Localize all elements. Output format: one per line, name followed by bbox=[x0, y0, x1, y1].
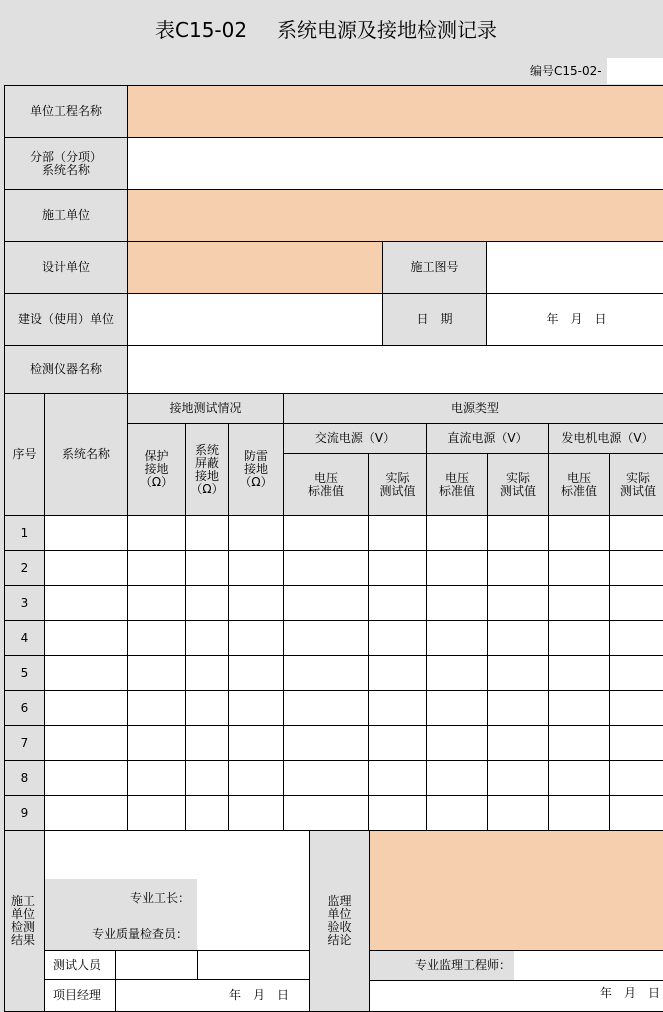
gen-voltage-std-l2: 标准值 bbox=[560, 483, 597, 498]
tester-field[interactable] bbox=[115, 950, 198, 980]
row-seq: 9 bbox=[4, 795, 45, 831]
row-dc-voltage-std[interactable] bbox=[426, 795, 488, 831]
row-ac-actual[interactable] bbox=[368, 550, 427, 586]
subsystem-label bbox=[4, 137, 128, 190]
supervisor-result-l3: 验收 bbox=[327, 920, 352, 934]
owner-label: 建设（使用）单位 bbox=[4, 293, 128, 346]
row-gen-actual[interactable] bbox=[609, 585, 663, 621]
shield-ground-header bbox=[185, 423, 229, 516]
row-gen-voltage-std[interactable] bbox=[548, 795, 610, 831]
pm-date[interactable]: 年 月 日 bbox=[115, 979, 310, 1012]
lightning-ground-l3: （Ω） bbox=[239, 475, 273, 489]
seq-header: 序号 bbox=[4, 393, 45, 516]
row-dc-actual[interactable] bbox=[487, 760, 549, 796]
ac-voltage-std bbox=[283, 453, 369, 516]
row-gen-actual[interactable] bbox=[609, 760, 663, 796]
row-gen-actual[interactable] bbox=[609, 655, 663, 691]
form-code: 表C15-02 bbox=[155, 18, 248, 42]
row-protective-ground[interactable] bbox=[127, 760, 186, 796]
row-system-name[interactable] bbox=[44, 725, 128, 761]
row-shield-ground[interactable] bbox=[185, 760, 229, 796]
row-gen-actual[interactable] bbox=[609, 515, 663, 551]
row-shield-ground[interactable] bbox=[185, 725, 229, 761]
row-ac-actual[interactable] bbox=[368, 760, 427, 796]
row-dc-actual[interactable] bbox=[487, 585, 549, 621]
row-ac-voltage-std[interactable] bbox=[283, 585, 369, 621]
dc-actual-test-l2: 测试值 bbox=[499, 483, 536, 498]
row-system-name[interactable] bbox=[44, 760, 128, 796]
row-ac-actual[interactable] bbox=[368, 725, 427, 761]
row-seq: 5 bbox=[4, 655, 45, 691]
project-name-label: 单位工程名称 bbox=[4, 85, 128, 138]
row-protective-ground[interactable] bbox=[127, 620, 186, 656]
contractor-result-l4: 结果 bbox=[11, 933, 36, 947]
pm-label: 项目经理 bbox=[44, 979, 116, 1012]
lightning-ground-l1: 防雷 bbox=[243, 449, 268, 463]
designer-label: 设计单位 bbox=[4, 241, 128, 294]
row-ac-actual[interactable] bbox=[368, 515, 427, 551]
gen-voltage-std bbox=[548, 453, 610, 516]
row-shield-ground[interactable] bbox=[185, 690, 229, 726]
ac-actual-test-l1: 实际 bbox=[385, 470, 410, 485]
row-gen-actual[interactable] bbox=[609, 690, 663, 726]
row-gen-actual[interactable] bbox=[609, 725, 663, 761]
row-gen-voltage-std[interactable] bbox=[548, 620, 610, 656]
row-lightning-ground[interactable] bbox=[228, 620, 284, 656]
row-gen-voltage-std[interactable] bbox=[548, 725, 610, 761]
row-lightning-ground[interactable] bbox=[228, 690, 284, 726]
doc-number-field[interactable] bbox=[607, 58, 663, 84]
row-shield-ground[interactable] bbox=[185, 550, 229, 586]
row-lightning-ground[interactable] bbox=[228, 585, 284, 621]
supervisor-date[interactable] bbox=[369, 980, 663, 1012]
shield-ground-l3: 接地 bbox=[194, 468, 219, 483]
protective-ground-l1: 保护 bbox=[144, 449, 169, 463]
row-ac-actual[interactable] bbox=[368, 655, 427, 691]
contractor-result-label bbox=[4, 830, 45, 1012]
row-dc-voltage-std[interactable] bbox=[426, 760, 488, 796]
supervisor-engineer-field[interactable] bbox=[514, 950, 663, 981]
designer-field[interactable] bbox=[127, 241, 383, 294]
row-lightning-ground[interactable] bbox=[228, 655, 284, 691]
row-shield-ground[interactable] bbox=[185, 515, 229, 551]
row-seq: 2 bbox=[4, 550, 45, 586]
shield-ground-l2: 屏蔽 bbox=[194, 455, 219, 470]
supervisor-result-l4: 结论 bbox=[327, 933, 352, 947]
row-dc-actual[interactable] bbox=[487, 795, 549, 831]
row-dc-actual[interactable] bbox=[487, 550, 549, 586]
system-name-header: 系统名称 bbox=[44, 393, 128, 516]
row-protective-ground[interactable] bbox=[127, 515, 186, 551]
row-protective-ground[interactable] bbox=[127, 795, 186, 831]
row-ac-actual[interactable] bbox=[368, 690, 427, 726]
row-shield-ground[interactable] bbox=[185, 585, 229, 621]
row-protective-ground[interactable] bbox=[127, 550, 186, 586]
instrument-label: 检测仪器名称 bbox=[4, 345, 128, 394]
row-gen-actual[interactable] bbox=[609, 550, 663, 586]
project-name-field[interactable] bbox=[127, 85, 663, 138]
row-dc-actual[interactable] bbox=[487, 620, 549, 656]
row-shield-ground[interactable] bbox=[185, 620, 229, 656]
row-system-name[interactable] bbox=[44, 690, 128, 726]
row-dc-actual[interactable] bbox=[487, 725, 549, 761]
contractor-result-field[interactable] bbox=[44, 830, 310, 880]
tester-label: 测试人员 bbox=[44, 950, 116, 980]
row-seq: 8 bbox=[4, 760, 45, 796]
dc-header: 直流电源（V） bbox=[426, 423, 549, 454]
dc-voltage-std bbox=[426, 453, 488, 516]
dc-actual-test-l1: 实际 bbox=[505, 470, 530, 485]
row-seq: 4 bbox=[4, 620, 45, 656]
ac-header: 交流电源（V） bbox=[283, 423, 427, 454]
protective-ground-header bbox=[127, 423, 186, 516]
row-protective-ground[interactable] bbox=[127, 655, 186, 691]
row-lightning-ground[interactable] bbox=[228, 550, 284, 586]
qc-label: 专业质量检查员： bbox=[92, 927, 189, 941]
row-system-name[interactable] bbox=[44, 515, 128, 551]
row-shield-ground[interactable] bbox=[185, 795, 229, 831]
contractor-field[interactable] bbox=[127, 189, 663, 242]
row-seq: 1 bbox=[4, 515, 45, 551]
row-lightning-ground[interactable] bbox=[228, 795, 284, 831]
row-ac-voltage-std[interactable] bbox=[283, 550, 369, 586]
doc-number-label: 编号C15-02- bbox=[530, 64, 602, 78]
dc-actual-test bbox=[487, 453, 549, 516]
row-seq: 3 bbox=[4, 585, 45, 621]
subsystem-label-line1: 分部（分项） bbox=[29, 149, 102, 164]
row-system-name[interactable] bbox=[44, 655, 128, 691]
form-title bbox=[0, 8, 663, 48]
instrument-field[interactable] bbox=[127, 345, 663, 394]
row-ac-voltage-std[interactable] bbox=[283, 515, 369, 551]
row-ac-voltage-std[interactable] bbox=[283, 690, 369, 726]
contractor-sign-field[interactable] bbox=[197, 879, 310, 951]
row-gen-voltage-std[interactable] bbox=[548, 655, 610, 691]
row-protective-ground[interactable] bbox=[127, 690, 186, 726]
supervisor-date-text: 年 月 日 bbox=[600, 986, 661, 1000]
row-seq: 7 bbox=[4, 725, 45, 761]
row-dc-actual[interactable] bbox=[487, 690, 549, 726]
form-name: 系统电源及接地检测记录 bbox=[277, 18, 497, 42]
supervisor-result-l1: 监理 bbox=[327, 894, 352, 908]
row-ac-voltage-std[interactable] bbox=[283, 760, 369, 796]
row-system-name[interactable] bbox=[44, 620, 128, 656]
generator-header: 发电机电源（V） bbox=[548, 423, 663, 454]
row-dc-voltage-std[interactable] bbox=[426, 550, 488, 586]
lightning-ground-header bbox=[228, 423, 284, 516]
contractor-label: 施工单位 bbox=[4, 189, 128, 242]
dc-voltage-std-l1: 电压 bbox=[444, 470, 469, 485]
drawing-no-label: 施工图号 bbox=[382, 241, 487, 294]
row-lightning-ground[interactable] bbox=[228, 760, 284, 796]
row-ac-actual[interactable] bbox=[368, 585, 427, 621]
row-gen-voltage-std[interactable] bbox=[548, 550, 610, 586]
row-gen-actual[interactable] bbox=[609, 795, 663, 831]
row-dc-actual[interactable] bbox=[487, 515, 549, 551]
supervisor-result-label bbox=[309, 830, 370, 1012]
supervisor-result-field[interactable] bbox=[369, 830, 663, 951]
tester-field-2[interactable] bbox=[197, 950, 310, 980]
subsystem-field[interactable] bbox=[127, 137, 663, 190]
row-system-name[interactable] bbox=[44, 585, 128, 621]
shield-ground-l4: （Ω） bbox=[190, 481, 224, 496]
row-gen-voltage-std[interactable] bbox=[548, 585, 610, 621]
row-dc-voltage-std[interactable] bbox=[426, 725, 488, 761]
row-ac-actual[interactable] bbox=[368, 795, 427, 831]
row-ac-voltage-std[interactable] bbox=[283, 620, 369, 656]
lightning-ground-l2: 接地 bbox=[243, 462, 268, 476]
protective-ground-l3: （Ω） bbox=[139, 475, 174, 489]
row-ac-voltage-std[interactable] bbox=[283, 795, 369, 831]
supervisor-engineer-label: 专业监理工程师： bbox=[369, 950, 515, 981]
protective-ground-l2: 接地 bbox=[144, 462, 169, 476]
gen-actual-test-l1: 实际 bbox=[625, 470, 650, 485]
row-protective-ground[interactable] bbox=[127, 725, 186, 761]
grounding-header: 接地测试情况 bbox=[127, 393, 284, 424]
shield-ground-l1: 系统 bbox=[194, 442, 219, 457]
power-type-header: 电源类型 bbox=[283, 393, 663, 424]
subsystem-label-line2: 系统名称 bbox=[41, 162, 90, 177]
row-lightning-ground[interactable] bbox=[228, 725, 284, 761]
row-gen-voltage-std[interactable] bbox=[548, 515, 610, 551]
ac-voltage-std-l2: 标准值 bbox=[307, 483, 344, 498]
row-lightning-ground[interactable] bbox=[228, 515, 284, 551]
row-dc-voltage-std[interactable] bbox=[426, 515, 488, 551]
owner-field[interactable] bbox=[127, 293, 383, 346]
contractor-result-l3: 检测 bbox=[11, 920, 36, 934]
foreman-label: 专业工长： bbox=[130, 891, 191, 905]
supervisor-result-l2: 单位 bbox=[327, 907, 352, 921]
contractor-result-l1: 施工 bbox=[11, 894, 36, 908]
row-dc-voltage-std[interactable] bbox=[426, 655, 488, 691]
row-gen-actual[interactable] bbox=[609, 620, 663, 656]
row-ac-voltage-std[interactable] bbox=[283, 725, 369, 761]
row-system-name[interactable] bbox=[44, 795, 128, 831]
ac-voltage-std-l1: 电压 bbox=[313, 470, 338, 485]
dc-voltage-std-l2: 标准值 bbox=[438, 483, 475, 498]
date-label: 日 期 bbox=[382, 293, 487, 346]
row-dc-voltage-std[interactable] bbox=[426, 620, 488, 656]
gen-voltage-std-l1: 电压 bbox=[566, 470, 591, 485]
gen-actual-test bbox=[609, 453, 663, 516]
date-field[interactable]: 年 月 日 bbox=[486, 293, 663, 346]
gen-actual-test-l2: 测试值 bbox=[619, 483, 656, 498]
row-ac-actual[interactable] bbox=[368, 620, 427, 656]
row-protective-ground[interactable] bbox=[127, 585, 186, 621]
ac-actual-test bbox=[368, 453, 427, 516]
contractor-result-l2: 单位 bbox=[11, 907, 36, 921]
row-seq: 6 bbox=[4, 690, 45, 726]
drawing-no-field[interactable] bbox=[486, 241, 663, 294]
row-dc-voltage-std[interactable] bbox=[426, 585, 488, 621]
row-dc-voltage-std[interactable] bbox=[426, 690, 488, 726]
ac-actual-test-l2: 测试值 bbox=[379, 483, 416, 498]
row-dc-actual[interactable] bbox=[487, 655, 549, 691]
row-gen-voltage-std[interactable] bbox=[548, 760, 610, 796]
row-system-name[interactable] bbox=[44, 550, 128, 586]
row-ac-voltage-std[interactable] bbox=[283, 655, 369, 691]
row-gen-voltage-std[interactable] bbox=[548, 690, 610, 726]
row-shield-ground[interactable] bbox=[185, 655, 229, 691]
